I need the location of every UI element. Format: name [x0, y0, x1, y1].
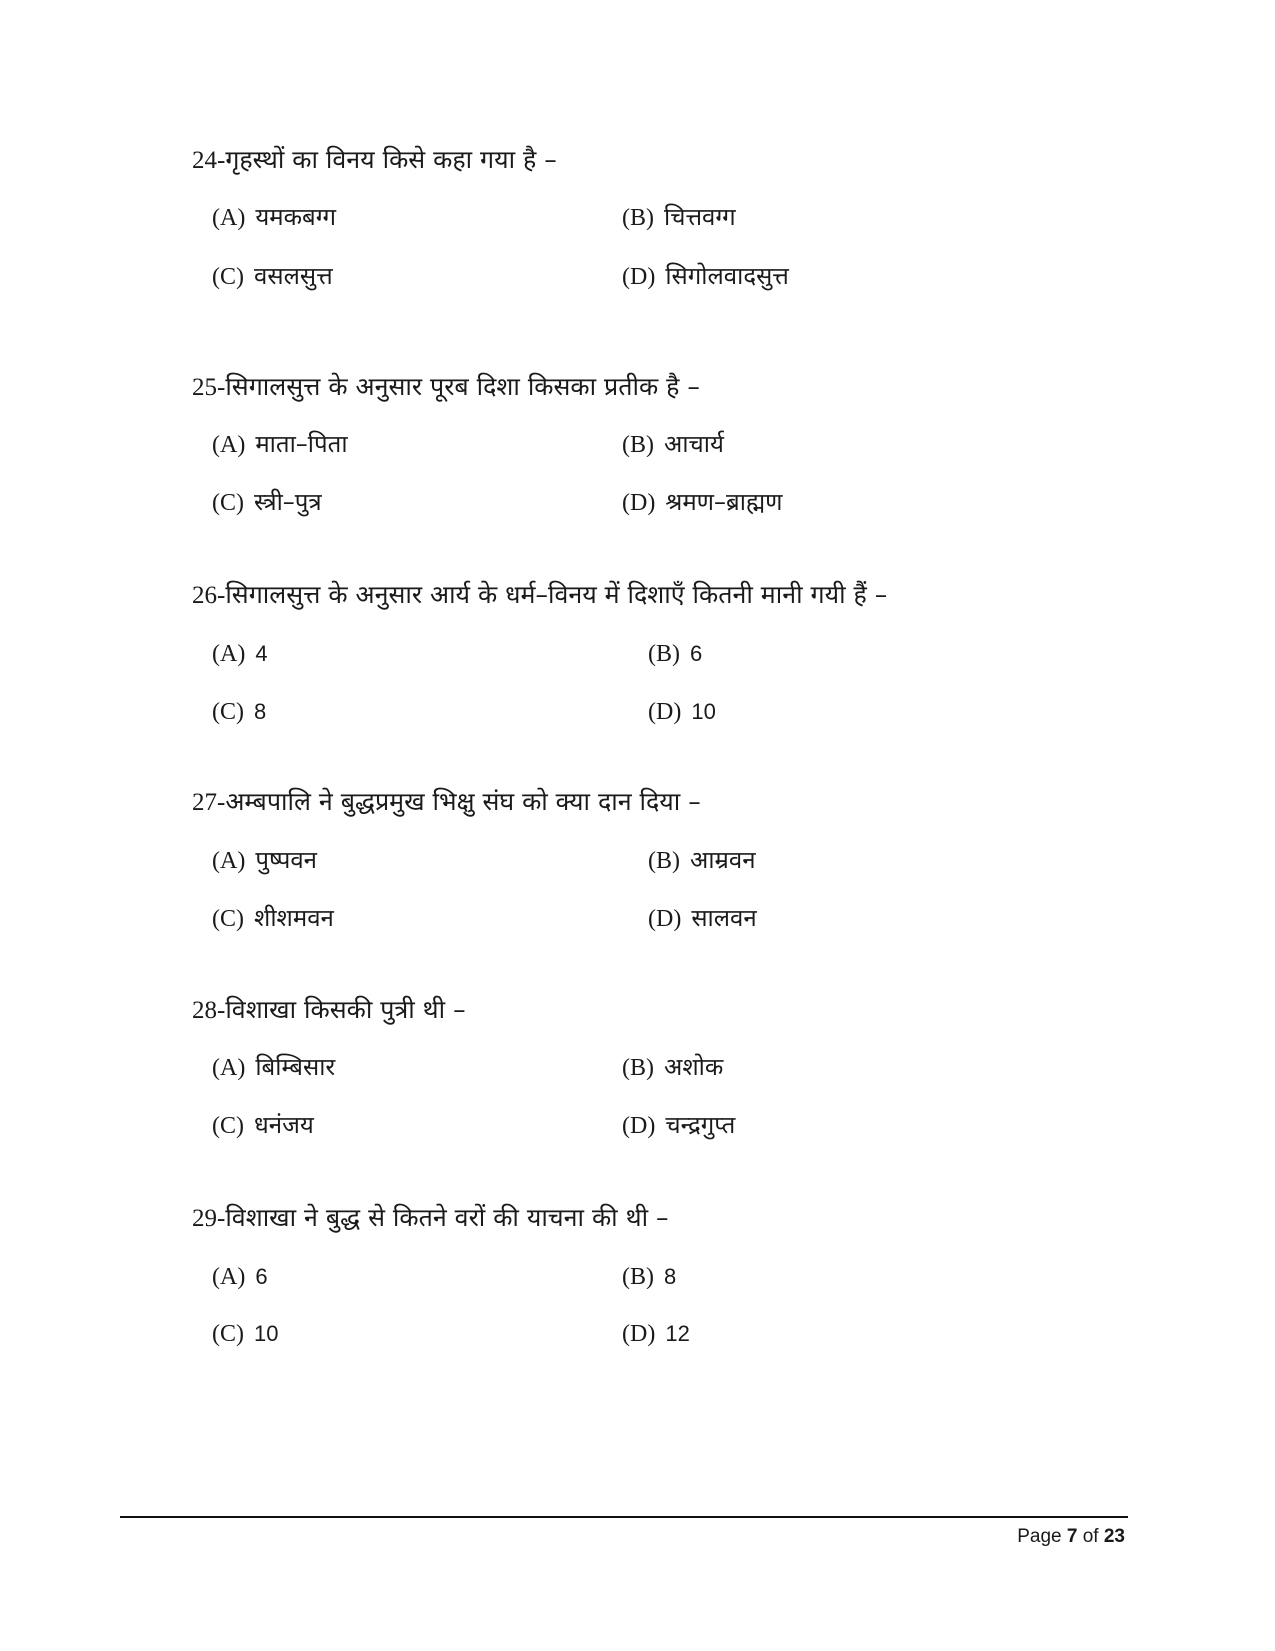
- page-number: Page 7 of 23: [1017, 1526, 1125, 1547]
- option-d: (D) 12: [622, 1321, 690, 1347]
- question-26: [192, 578, 1152, 613]
- option-b: (B) अशोक: [622, 1053, 724, 1081]
- option-d: (D) श्रमण–ब्राह्मण: [622, 488, 783, 516]
- option-b: (B) 6: [648, 641, 703, 667]
- question-text: सिगालसुत्त के अनुसार पूरब दिशा किसका प्रतीक है –: [225, 372, 700, 401]
- option-a: (A) बिम्बिसार: [212, 1053, 336, 1081]
- option-d: (D) चन्द्रगुप्त: [622, 1111, 736, 1139]
- option-c: (C) 10: [212, 1321, 279, 1347]
- option-c: (C) शीशमवन: [212, 904, 334, 932]
- question-number: 27-: [192, 789, 226, 816]
- option-c: (C) स्त्री–पुत्र: [212, 488, 322, 516]
- question-text: अम्बपालि ने बुद्धप्रमुख भिक्षु संघ को क्या दान दिया –: [225, 787, 701, 816]
- question-25: [192, 370, 1152, 405]
- option-d: (D) 10: [648, 699, 716, 725]
- question-text: सिगालसुत्त के अनुसार आर्य के धर्म–विनय में दिशाएँ कितनी मानी गयी हैं –: [225, 580, 888, 609]
- option-c: (C) 8: [212, 699, 267, 725]
- option-d: (D) सिगोलवादसुत्त: [622, 262, 789, 290]
- option-a: (A) माता–पिता: [212, 430, 348, 458]
- question-number: 28-: [192, 997, 226, 1024]
- option-a: (A) पुष्पवन: [212, 846, 317, 874]
- question-number: 29-: [192, 1205, 226, 1232]
- option-c: (C) वसलसुत्त: [212, 262, 333, 290]
- option-d: (D) सालवन: [648, 904, 757, 932]
- question-number: 26-: [192, 582, 226, 609]
- question-number: 24-: [192, 147, 226, 174]
- option-c: (C) धनंजय: [212, 1111, 314, 1139]
- question-text: गृहस्थों का विनय किसे कहा गया है –: [225, 145, 557, 174]
- option-a: (A) 4: [212, 641, 268, 667]
- option-a: (A) 6: [212, 1264, 268, 1290]
- question-28: [192, 993, 1152, 1028]
- question-24: [192, 143, 1152, 178]
- question-number: 25-: [192, 374, 226, 401]
- option-b: (B) 8: [622, 1264, 677, 1290]
- footer-divider: [120, 1516, 1128, 1518]
- option-b: (B) आचार्य: [622, 430, 724, 458]
- question-text: विशाखा ने बुद्ध से कितने वरों की याचना की थी –: [225, 1203, 669, 1232]
- option-b: (B) आम्रवन: [648, 846, 756, 874]
- option-b: (B) चित्तवग्ग: [622, 203, 736, 231]
- question-29: [192, 1201, 1152, 1236]
- option-a: (A) यमकबग्ग: [212, 203, 336, 231]
- question-27: [192, 785, 1152, 820]
- question-text: विशाखा किसकी पुत्री थी –: [225, 995, 466, 1024]
